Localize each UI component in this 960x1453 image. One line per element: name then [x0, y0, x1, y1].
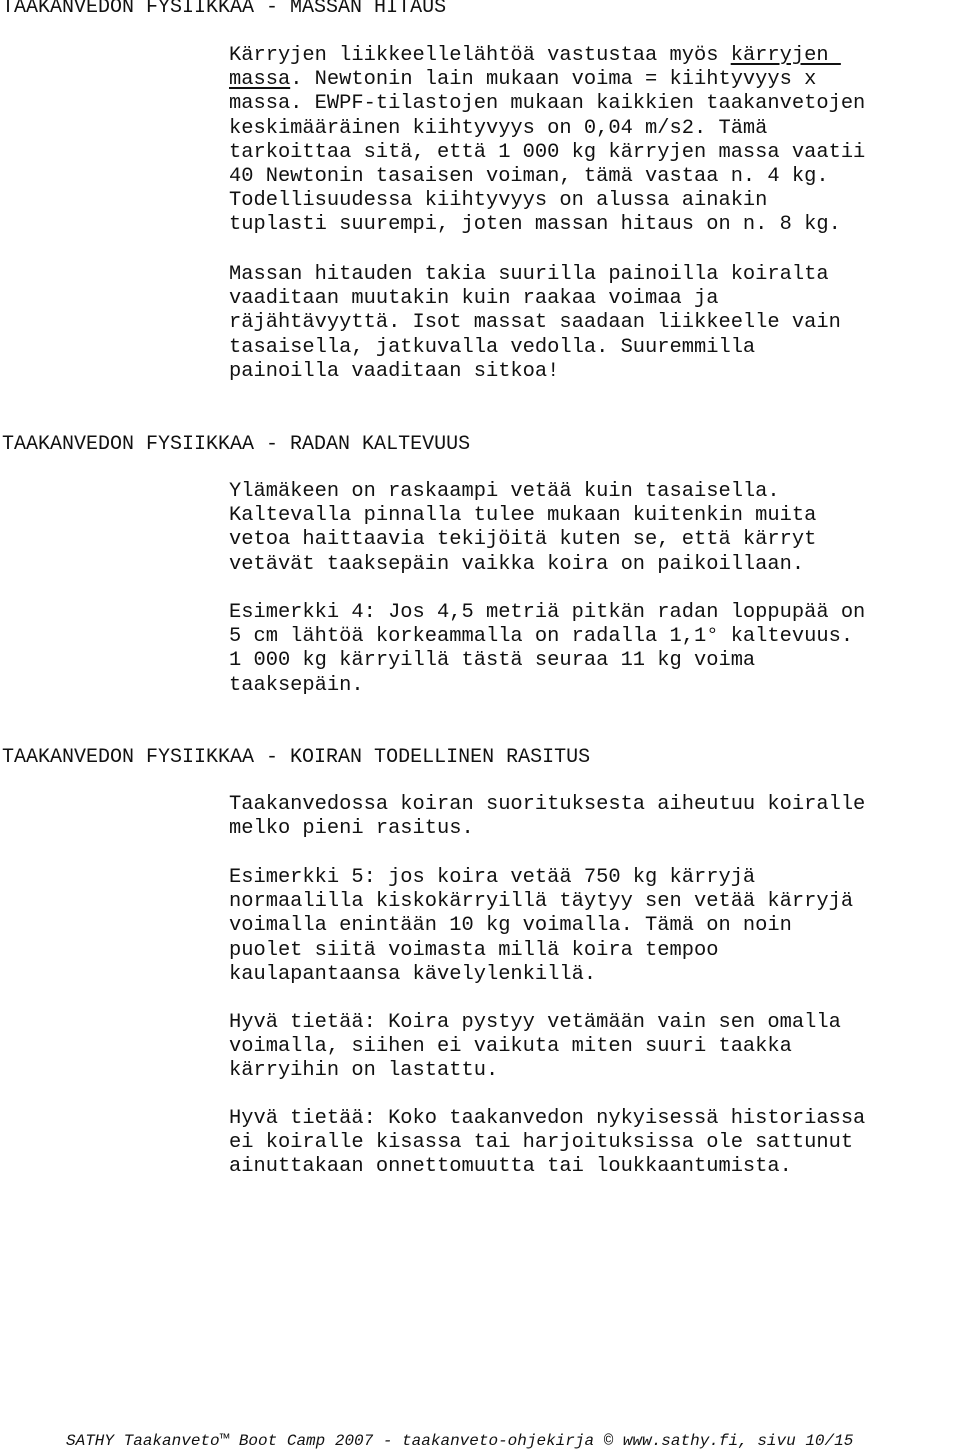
page-footer: SATHY Taakanveto™ Boot Camp 2007 - taakanveto-ohjekirja © www.sathy.fi, sivu 10/15 [66, 1432, 854, 1450]
paragraph-text: . Newtonin lain mukaan voima = kiihtyvyys x [290, 68, 817, 92]
paragraph-koiran-rasitus-1: Taakanvedossa koiran suorituksesta aiheutuu koiralle melko pieni rasitus. [229, 793, 866, 841]
section-heading-koiran-rasitus: TAAKANVEDON FYSIIKKAA - KOIRAN TODELLINEN RASITUS [2, 746, 591, 769]
paragraph-hyva-tietaa-1: Hyvä tietää: Koira pystyy vetämään vain sen omalla voimalla, siihen ei vaikuta miten suuri taakka kärryihin on lastattu. [229, 1011, 841, 1083]
paragraph-text: Kärryjen liikkeellelähtöä vastustaa myös [229, 44, 731, 67]
paragraph-esimerkki-5: Esimerkki 5: jos koira vetää 750 kg kärryjä normaalilla kiskokärryillä täytyy sen vetää kärryjä voimalla enintään 10 kg voimalla. Tämä on noin puolet siitä voimasta millä koira tempoo kaulapantaansa kävelylenkillä. [229, 866, 854, 986]
paragraph-massan-hitaus-2: Massan hitauden takia suurilla painoilla koiralta vaaditaan muutakin kuin raakaa voimaa ja räjähtävyyttä. Isot massat saadaan liikkeelle vain tasaisella, jatkuvalla vedolla. Suuremmilla painoilla vaaditaan sitkoa! [229, 263, 841, 383]
paragraph-text: massa. EWPF-tilastojen mukaan kaikkien taakanvetojen keskimääräinen kiihtyvyys on 0,04 m/s2. Tämä tarkoittaa sitä, että 1 000 kg kärryjen massa vaatii 40 Newtonin tasaisen voiman, tämä vastaa n. 4 kg. Todellisuudessa kiihtyvyys on alussa ainakin tuplasti suurempi, joten massan hitaus on n. 8 kg. [229, 92, 866, 237]
paragraph-massan-hitaus-1 [229, 44, 865, 238]
section-heading-radan-kaltevuus: TAAKANVEDON FYSIIKKAA - RADAN KALTEVUUS [2, 433, 471, 456]
paragraph-radan-kaltevuus-1: Ylämäkeen on raskaampi vetää kuin tasaisella. Kaltevalla pinnalla tulee mukaan kuitenkin muita vetoa haittaavia tekijöitä kuten se, että kärryt vetävät taaksepäin vaikka koira on paikoillaan. [229, 480, 817, 576]
paragraph-hyva-tietaa-2: Hyvä tietää: Koko taakanvedon nykyisessä historiassa ei koiralle kisassa tai harjoituksissa ole sattunut ainuttakaan onnettomuutta tai loukkaantumista. [229, 1107, 866, 1179]
link-karryjen-massa[interactable]: kärryjen [730, 44, 841, 67]
section-heading-massan-hitaus: TAAKANVEDON FYSIIKKAA - MASSAN HITAUS [2, 0, 447, 19]
paragraph-esimerkki-4: Esimerkki 4: Jos 4,5 metriä pitkän radan loppupää on 5 cm lähtöä korkeammalla on radalla 1,1° kaltevuus. 1 000 kg kärryillä tästä seuraa 11 kg voima taaksepäin. [229, 601, 866, 697]
link-karryjen-massa-cont[interactable]: massa [229, 68, 291, 92]
